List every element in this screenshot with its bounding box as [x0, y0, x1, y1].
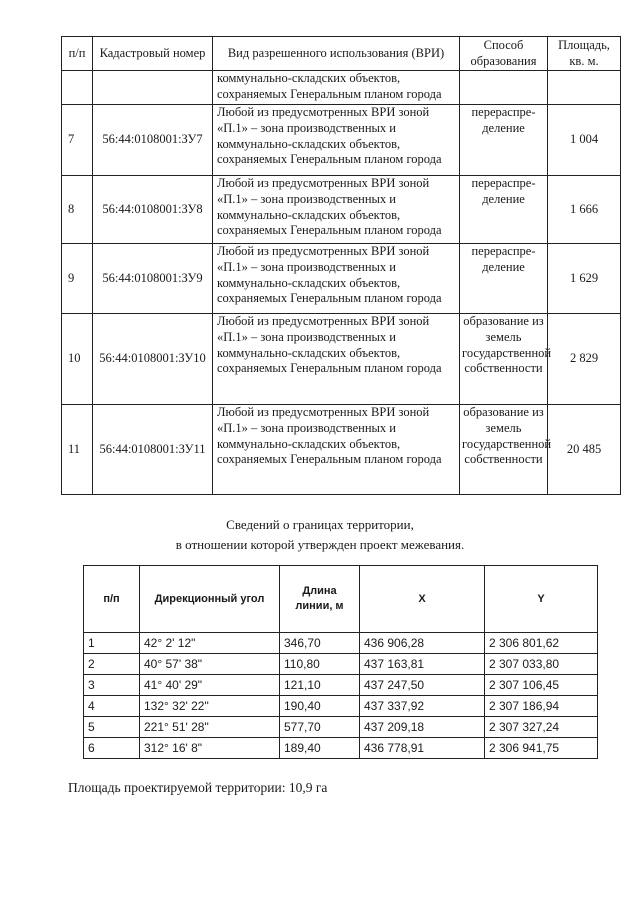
territory-area-text: Площадь проектируемой территории: 10,9 га — [68, 780, 328, 795]
row-num: 6 — [84, 738, 140, 759]
row-direction-angle: 132° 32' 22" — [140, 696, 280, 717]
header-area: Площадь, кв. м. — [548, 37, 621, 71]
row-direction-angle: 40° 57' 38" — [140, 654, 280, 675]
table-row — [62, 405, 621, 495]
table-row — [84, 717, 598, 738]
table-header-row — [84, 566, 598, 633]
row-cadastral-number: 56:44:0108001:ЗУ11 — [93, 405, 213, 495]
row-y: 2 307 186,94 — [485, 696, 598, 717]
row-y: 2 307 106,45 — [485, 675, 598, 696]
section-title-line1: Сведений о границах территории, — [226, 517, 414, 532]
row-direction-angle: 41° 40' 29" — [140, 675, 280, 696]
row-num: 9 — [62, 244, 93, 314]
row-area: 1 666 — [548, 176, 621, 244]
header-y: Y — [485, 566, 598, 633]
land-plots-table — [61, 36, 621, 495]
section-title-line2: в отношении которой утвержден проект межевания. — [175, 537, 465, 552]
table-row — [84, 696, 598, 717]
row-line-length: 190,40 — [280, 696, 360, 717]
table-header-row — [62, 37, 621, 71]
row-formation-method: образование из земель государственной собственности — [460, 314, 548, 405]
row-cadastral-number: 56:44:0108001:ЗУ10 — [93, 314, 213, 405]
header-permitted-use: Вид разрешенного использования (ВРИ) — [213, 37, 460, 71]
row-permitted-use: Любой из предусмотренных ВРИ зоной «П.1» – зона производственных и коммунально-складских объектов, сохраняемых Генеральным планом города — [213, 176, 460, 244]
header-cadastral-number: Кадастровый номер — [93, 37, 213, 71]
row-num — [62, 71, 93, 105]
header-line-length: Длина линии, м — [280, 566, 360, 633]
row-direction-angle: 312° 16' 8" — [140, 738, 280, 759]
row-formation-method: образование из земель государственной собственности — [460, 405, 548, 495]
row-num: 5 — [84, 717, 140, 738]
row-cadastral-number: 56:44:0108001:ЗУ9 — [93, 244, 213, 314]
row-num: 3 — [84, 675, 140, 696]
table-row — [62, 244, 621, 314]
header-x: X — [360, 566, 485, 633]
row-line-length: 121,10 — [280, 675, 360, 696]
row-permitted-use: Любой из предусмотренных ВРИ зоной «П.1» – зона производственных и коммунально-складских объектов, сохраняемых Генеральным планом города — [213, 105, 460, 176]
row-area: 2 829 — [548, 314, 621, 405]
row-cadastral-number: 56:44:0108001:ЗУ7 — [93, 105, 213, 176]
row-permitted-use: Любой из предусмотренных ВРИ зоной «П.1» – зона производственных и коммунально-складских объектов, сохраняемых Генеральным планом города — [213, 405, 460, 495]
row-x: 437 163,81 — [360, 654, 485, 675]
row-area: 1 004 — [548, 105, 621, 176]
header-formation-method: Способ образования — [460, 37, 548, 71]
row-formation-method — [460, 71, 548, 105]
table-row — [62, 71, 621, 105]
row-x: 436 906,28 — [360, 633, 485, 654]
row-area — [548, 71, 621, 105]
row-y: 2 307 327,24 — [485, 717, 598, 738]
row-num: 8 — [62, 176, 93, 244]
row-permitted-use: Любой из предусмотренных ВРИ зоной «П.1» – зона производственных и коммунально-складских объектов, сохраняемых Генеральным планом города — [213, 244, 460, 314]
table-row — [62, 314, 621, 405]
row-area: 20 485 — [548, 405, 621, 495]
row-y: 2 306 801,62 — [485, 633, 598, 654]
row-line-length: 577,70 — [280, 717, 360, 738]
row-line-length: 346,70 — [280, 633, 360, 654]
table-row — [84, 654, 598, 675]
row-formation-method: перераспре-деление — [460, 176, 548, 244]
row-x: 437 209,18 — [360, 717, 485, 738]
row-x: 436 778,91 — [360, 738, 485, 759]
header-num: п/п — [62, 37, 93, 71]
row-direction-angle: 221° 51' 28" — [140, 717, 280, 738]
row-num: 11 — [62, 405, 93, 495]
row-formation-method: перераспре-деление — [460, 244, 548, 314]
row-num: 7 — [62, 105, 93, 176]
row-num: 2 — [84, 654, 140, 675]
boundary-coordinates-table — [83, 565, 598, 759]
row-formation-method: перераспре-деление — [460, 105, 548, 176]
row-num: 10 — [62, 314, 93, 405]
header-num: п/п — [84, 566, 140, 633]
row-area: 1 629 — [548, 244, 621, 314]
table-row — [62, 105, 621, 176]
row-x: 437 337,92 — [360, 696, 485, 717]
table-row — [84, 633, 598, 654]
row-x: 437 247,50 — [360, 675, 485, 696]
row-y: 2 306 941,75 — [485, 738, 598, 759]
table-row — [62, 176, 621, 244]
row-direction-angle: 42° 2' 12" — [140, 633, 280, 654]
row-num: 4 — [84, 696, 140, 717]
row-permitted-use: Любой из предусмотренных ВРИ зоной «П.1» – зона производственных и коммунально-складских объектов, сохраняемых Генеральным планом города — [213, 314, 460, 405]
header-direction-angle: Дирекционный угол — [140, 566, 280, 633]
row-cadastral-number — [93, 71, 213, 105]
row-num: 1 — [84, 633, 140, 654]
row-line-length: 189,40 — [280, 738, 360, 759]
table-row — [84, 738, 598, 759]
table-row — [84, 675, 598, 696]
row-y: 2 307 033,80 — [485, 654, 598, 675]
row-permitted-use: коммунально-складских объектов, сохраняемых Генеральным планом города — [213, 71, 460, 105]
row-cadastral-number: 56:44:0108001:ЗУ8 — [93, 176, 213, 244]
row-line-length: 110,80 — [280, 654, 360, 675]
